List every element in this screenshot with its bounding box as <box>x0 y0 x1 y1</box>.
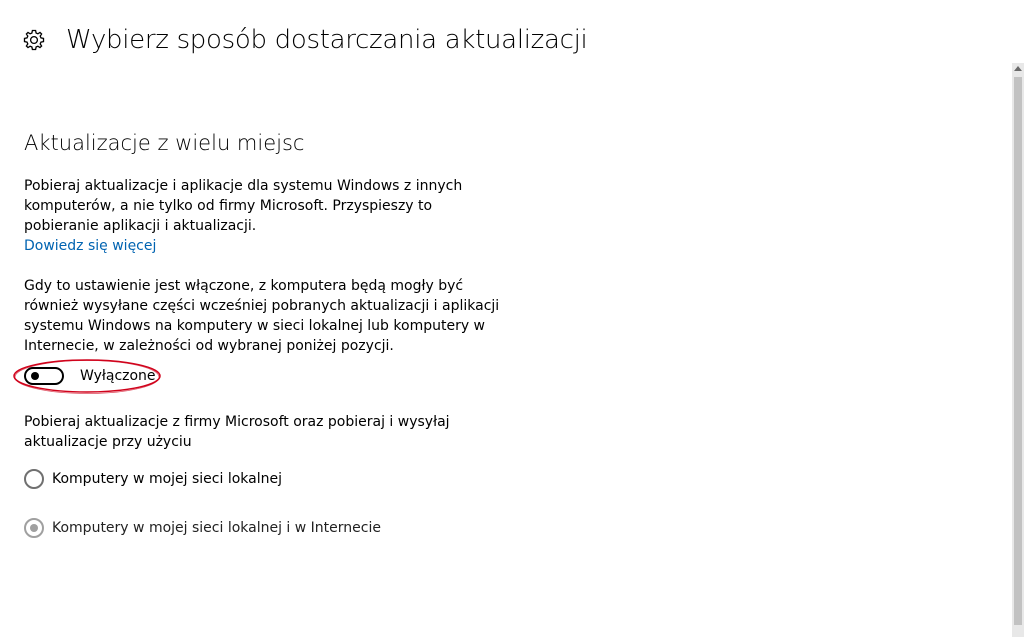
radio-button-selected[interactable] <box>24 518 44 538</box>
delivery-optimization-toggle[interactable] <box>24 367 64 385</box>
page-title: Wybierz sposób dostarczania aktualizacji <box>66 25 588 55</box>
delivery-optimization-toggle-row <box>24 365 156 387</box>
option-local-network-and-internet[interactable] <box>24 518 381 538</box>
section-title: Aktualizacje z wielu miejsc <box>24 131 305 155</box>
option-label: Komputery w mojej sieci lokalnej <box>52 471 282 487</box>
gear-icon <box>22 28 46 52</box>
description-line: pobieranie aplikacji i aktualizacji. <box>24 218 257 234</box>
explanation-paragraph <box>24 276 499 356</box>
option-label: Komputery w mojej sieci lokalnej i w Internecie <box>52 520 381 536</box>
options-intro-line: aktualizacje przy użyciu <box>24 434 192 450</box>
explanation-line: systemu Windows na komputery w sieci lokalnej lub komputery w <box>24 318 486 334</box>
description-line: Pobieraj aktualizacje i aplikacje dla systemu Windows z innych <box>24 178 463 194</box>
description-line: komputerów, a nie tylko od firmy Microsoft. Przyspieszy to <box>24 198 433 214</box>
option-local-network[interactable] <box>24 469 282 489</box>
options-intro-line: Pobieraj aktualizacje z firmy Microsoft oraz pobieraj i wysyłaj <box>24 414 450 430</box>
scroll-up-arrow-icon[interactable] <box>1014 66 1022 71</box>
learn-more-link[interactable]: Dowiedz się więcej <box>24 238 157 254</box>
explanation-line: Internecie, w zależności od wybranej poniżej pozycji. <box>24 338 394 354</box>
radio-button-unselected[interactable] <box>24 469 44 489</box>
scrollbar-thumb[interactable] <box>1014 77 1022 625</box>
options-intro-paragraph <box>24 412 450 452</box>
description-paragraph <box>24 176 462 236</box>
toggle-knob <box>31 372 39 380</box>
vertical-scrollbar[interactable] <box>1012 63 1024 637</box>
radio-dot <box>30 524 38 532</box>
explanation-line: również wysyłane części wcześniej pobranych aktualizacji i aplikacji <box>24 298 500 314</box>
explanation-line: Gdy to ustawienie jest włączone, z komputera będą mogły być <box>24 278 464 294</box>
toggle-state-label: Wyłączone <box>80 368 156 384</box>
